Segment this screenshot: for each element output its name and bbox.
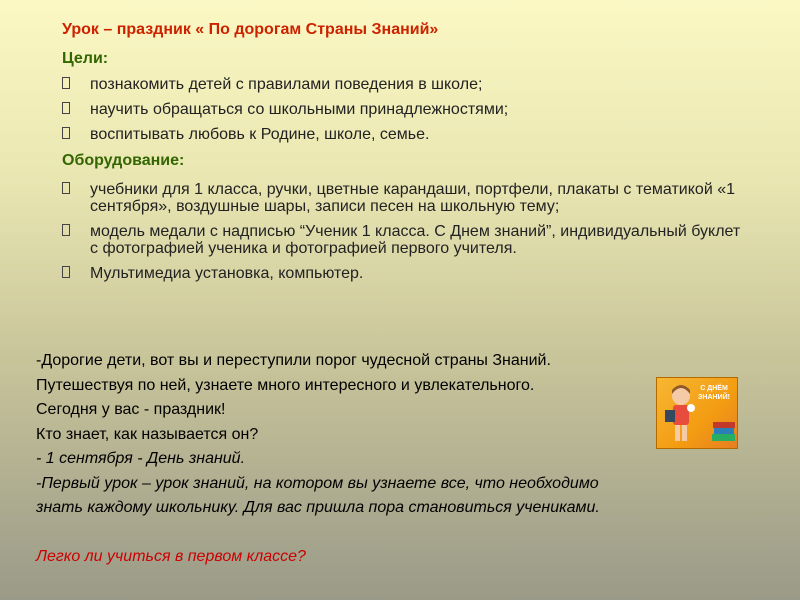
equipment-item-3 bbox=[62, 265, 752, 282]
bullet-box-icon bbox=[62, 127, 70, 139]
dialog-line: -Первый урок – урок знаний, на котором вы узнаете все, что необходимо bbox=[36, 474, 599, 492]
bullet-box-icon bbox=[62, 266, 70, 278]
goal-item-2 bbox=[62, 101, 752, 118]
bullet-box-icon bbox=[62, 224, 70, 236]
bullet-box-icon bbox=[62, 182, 70, 194]
knowledge-day-picture bbox=[656, 377, 738, 449]
equipment-text: Мультимедиа установка, компьютер. bbox=[90, 265, 364, 282]
bullet-box-icon bbox=[62, 77, 70, 89]
dialog-line: - 1 сентября - День знаний. bbox=[36, 450, 246, 467]
slide-title: Урок – праздник « По дорогам Страны Знаний» bbox=[62, 21, 439, 38]
goal-text: воспитывать любовь к Родине, школе, семье. bbox=[90, 126, 430, 143]
bullet-box-icon bbox=[62, 102, 70, 114]
dialog-question: Легко ли учиться в первом классе? bbox=[36, 548, 306, 565]
goal-text: познакомить детей с правилами поведения в школе; bbox=[90, 76, 483, 93]
picture-caption: С ДНЁМ ЗНАНИЙ! bbox=[698, 385, 730, 401]
equipment-text: учебники для 1 класса, ручки, цветные карандаши, портфели, плакаты с тематикой «1 сентября», воздушные шары, записи песен на школьную тему; bbox=[90, 181, 735, 215]
dialog-line: Кто знает, как называется он? bbox=[36, 425, 259, 443]
goal-text: научить обращаться со школьными принадлежностями; bbox=[90, 101, 509, 118]
equipment-heading: Оборудование: bbox=[62, 152, 185, 169]
dialog-line: Сегодня у вас - праздник! bbox=[36, 401, 226, 418]
equipment-text: модель медали с надписью “Ученик 1 класса. С Днем знаний”, индивидуальный буклет с фотографией ученика и фотографией первого учителя. bbox=[90, 223, 741, 257]
equipment-list bbox=[62, 181, 752, 290]
equipment-item-2 bbox=[62, 223, 752, 257]
goal-item-1 bbox=[62, 76, 752, 93]
equipment-item-1 bbox=[62, 181, 752, 215]
dialog-line: Путешествуя по ней, узнаете много интересного и увлекательного. bbox=[36, 376, 535, 394]
dialog-line: -Дорогие дети, вот вы и переступили порог чудесной страны Знаний. bbox=[36, 352, 551, 369]
goal-item-3 bbox=[62, 126, 752, 143]
dialog-line: знать каждому школьнику. Для вас пришла пора становиться учениками. bbox=[36, 499, 600, 516]
dialog-blank-line bbox=[36, 521, 756, 546]
goals-list bbox=[62, 76, 752, 151]
goals-heading: Цели: bbox=[62, 50, 109, 67]
lesson-dialog bbox=[36, 349, 756, 570]
